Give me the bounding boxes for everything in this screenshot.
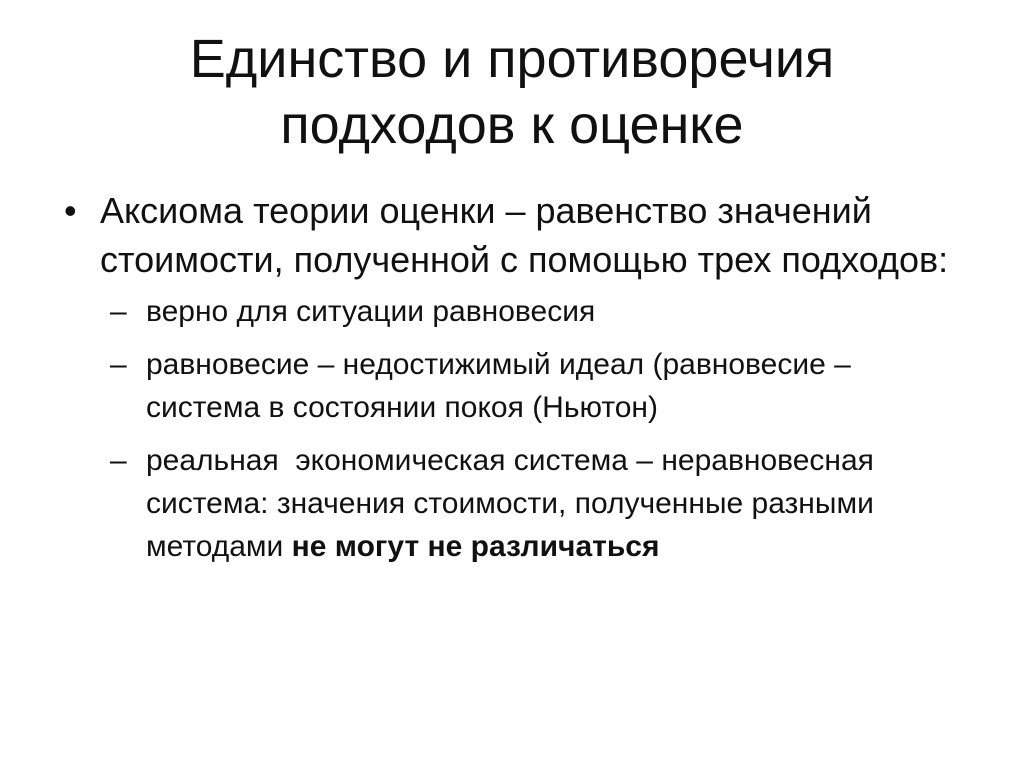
title-line-2: подходов к оценке — [280, 95, 744, 155]
sub-bullet-item — [60, 343, 960, 429]
sub-bullet-bold-text: не могут не различаться — [291, 530, 660, 563]
sub-bullet-text: верно для ситуации равновесия — [146, 295, 596, 328]
sub-bullet-text: равновесие – недостижимый идеал (равновесие – система в состоянии покоя (Ньютон) — [146, 348, 851, 424]
main-bullet-text: Аксиома теории оценки – равенство значений стоимости, полученной с помощью трех подходов: — [100, 190, 949, 280]
sub-bullet-item — [60, 290, 960, 333]
sub-bullet-marker: – — [110, 295, 127, 328]
slide-title — [60, 26, 964, 158]
sub-bullet-marker: – — [110, 348, 127, 381]
sub-bullet-marker: – — [110, 444, 127, 477]
sub-bullet-list — [60, 290, 960, 568]
sub-bullet-text: реальная экономическая система – неравновесная система: значения стоимости, полученные разными методами — [146, 444, 883, 563]
main-bullet — [60, 186, 960, 284]
sub-bullet-item — [60, 439, 960, 568]
slide-content — [60, 186, 960, 578]
bullet-marker: • — [64, 190, 77, 231]
title-line-1: Единство и противоречия — [189, 29, 835, 89]
